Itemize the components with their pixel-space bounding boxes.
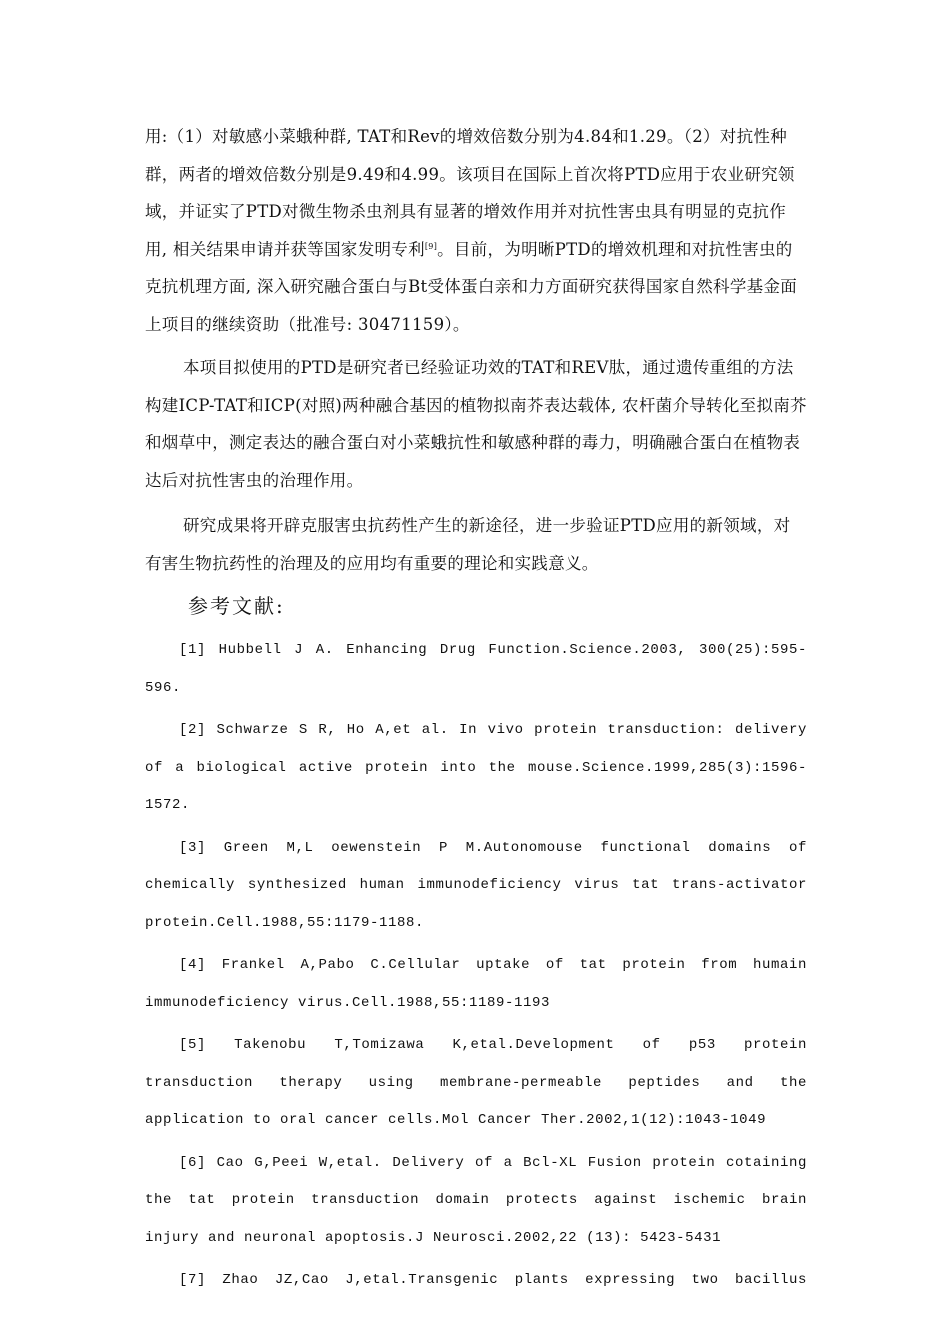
reference-item: [7] Zhao JZ,Cao J,etal.Transgenic plants expressing two bacillus <box>179 1272 807 1288</box>
paragraph-1-text-cont: 。目前，为明晰PTD的增效机理和对抗性害虫的克抗机理方面, 深入研究融合蛋白与Bt受体蛋白亲和力方面研究获得国家自然科学基金面上项目的继续资助（批准号: 30471159）。 <box>145 239 798 334</box>
reference-item: [2] Schwarze S R, Ho A,et al. In vivo protein transduction: delivery of a biological active protein into the mouse.Science.1999,285(3):1596-1572. <box>145 722 807 813</box>
paragraph-1-text: 用:（1）对敏感小菜蛾种群, TAT和Rev的增效倍数分别为4.84和1.29。（2）对抗性种群，两者的增效倍数分别是9.49和4.99。该项目在国际上首次将PTD应用于农业研究领域，并证实了PTD对微生物杀虫剂具有显著的增效作用并对抗性害虫具有明显的克抗作用, 相关结果申请并获等国家发明专利 <box>145 127 795 259</box>
citation-marker: [9] <box>424 241 438 251</box>
reference-item: [4] Frankel A,Pabo C.Cellular uptake of tat protein from humain immunodeficiency virus.Cell.1988,55:1189-1193 <box>145 957 807 1011</box>
references-heading: 参考文献: <box>188 594 285 618</box>
reference-item: [3] Green M,L oewenstein P M.Autonomouse functional domains of chemically synthesized human immunodeficiency virus tat trans-activator protein.Cell.1988,55:1179-1188. <box>145 839 807 931</box>
reference-item: [6] Cao G,Peei W,etal. Delivery of a Bcl-XL Fusion protein cotaining the tat protein transduction domain protects against ischemic brain injury and neuronal apoptosis.J Neurosci.2002,22 (13): 5423-5431 <box>145 1154 807 1246</box>
references-list <box>145 632 807 1305</box>
body-paragraph-1 <box>145 118 807 343</box>
body-paragraph-3: 研究成果将开辟克服害虫抗药性产生的新途径，进一步验证PTD应用的新领域，对有害生物抗药性的治理及的应用均有重要的理论和实践意义。 <box>145 516 791 573</box>
body-paragraph-2: 本项目拟使用的PTD是研究者已经验证功效的TAT和REV肽，通过遗传重组的方法构建ICP-TAT和ICP(对照)两种融合基因的植物拟南芥表达载体, 农杆菌介导转化至拟南芥和烟草中，测定表达的融合蛋白对小菜蛾抗性和敏感种群的毒力，明确融合蛋白在植物表达后对抗性害虫的治理作用。 <box>145 358 807 490</box>
reference-item: [1] Hubbell J A. Enhancing Drug Function.Science.2003, 300(25):595-596. <box>145 642 807 696</box>
reference-item: [5] Takenobu T,Tomizawa K,etal.Development of p53 protein transduction therapy using membrane-permeable peptides and the application to oral cancer cells.Mol Cancer Ther.2002,1(12):1043-1049 <box>145 1037 807 1128</box>
